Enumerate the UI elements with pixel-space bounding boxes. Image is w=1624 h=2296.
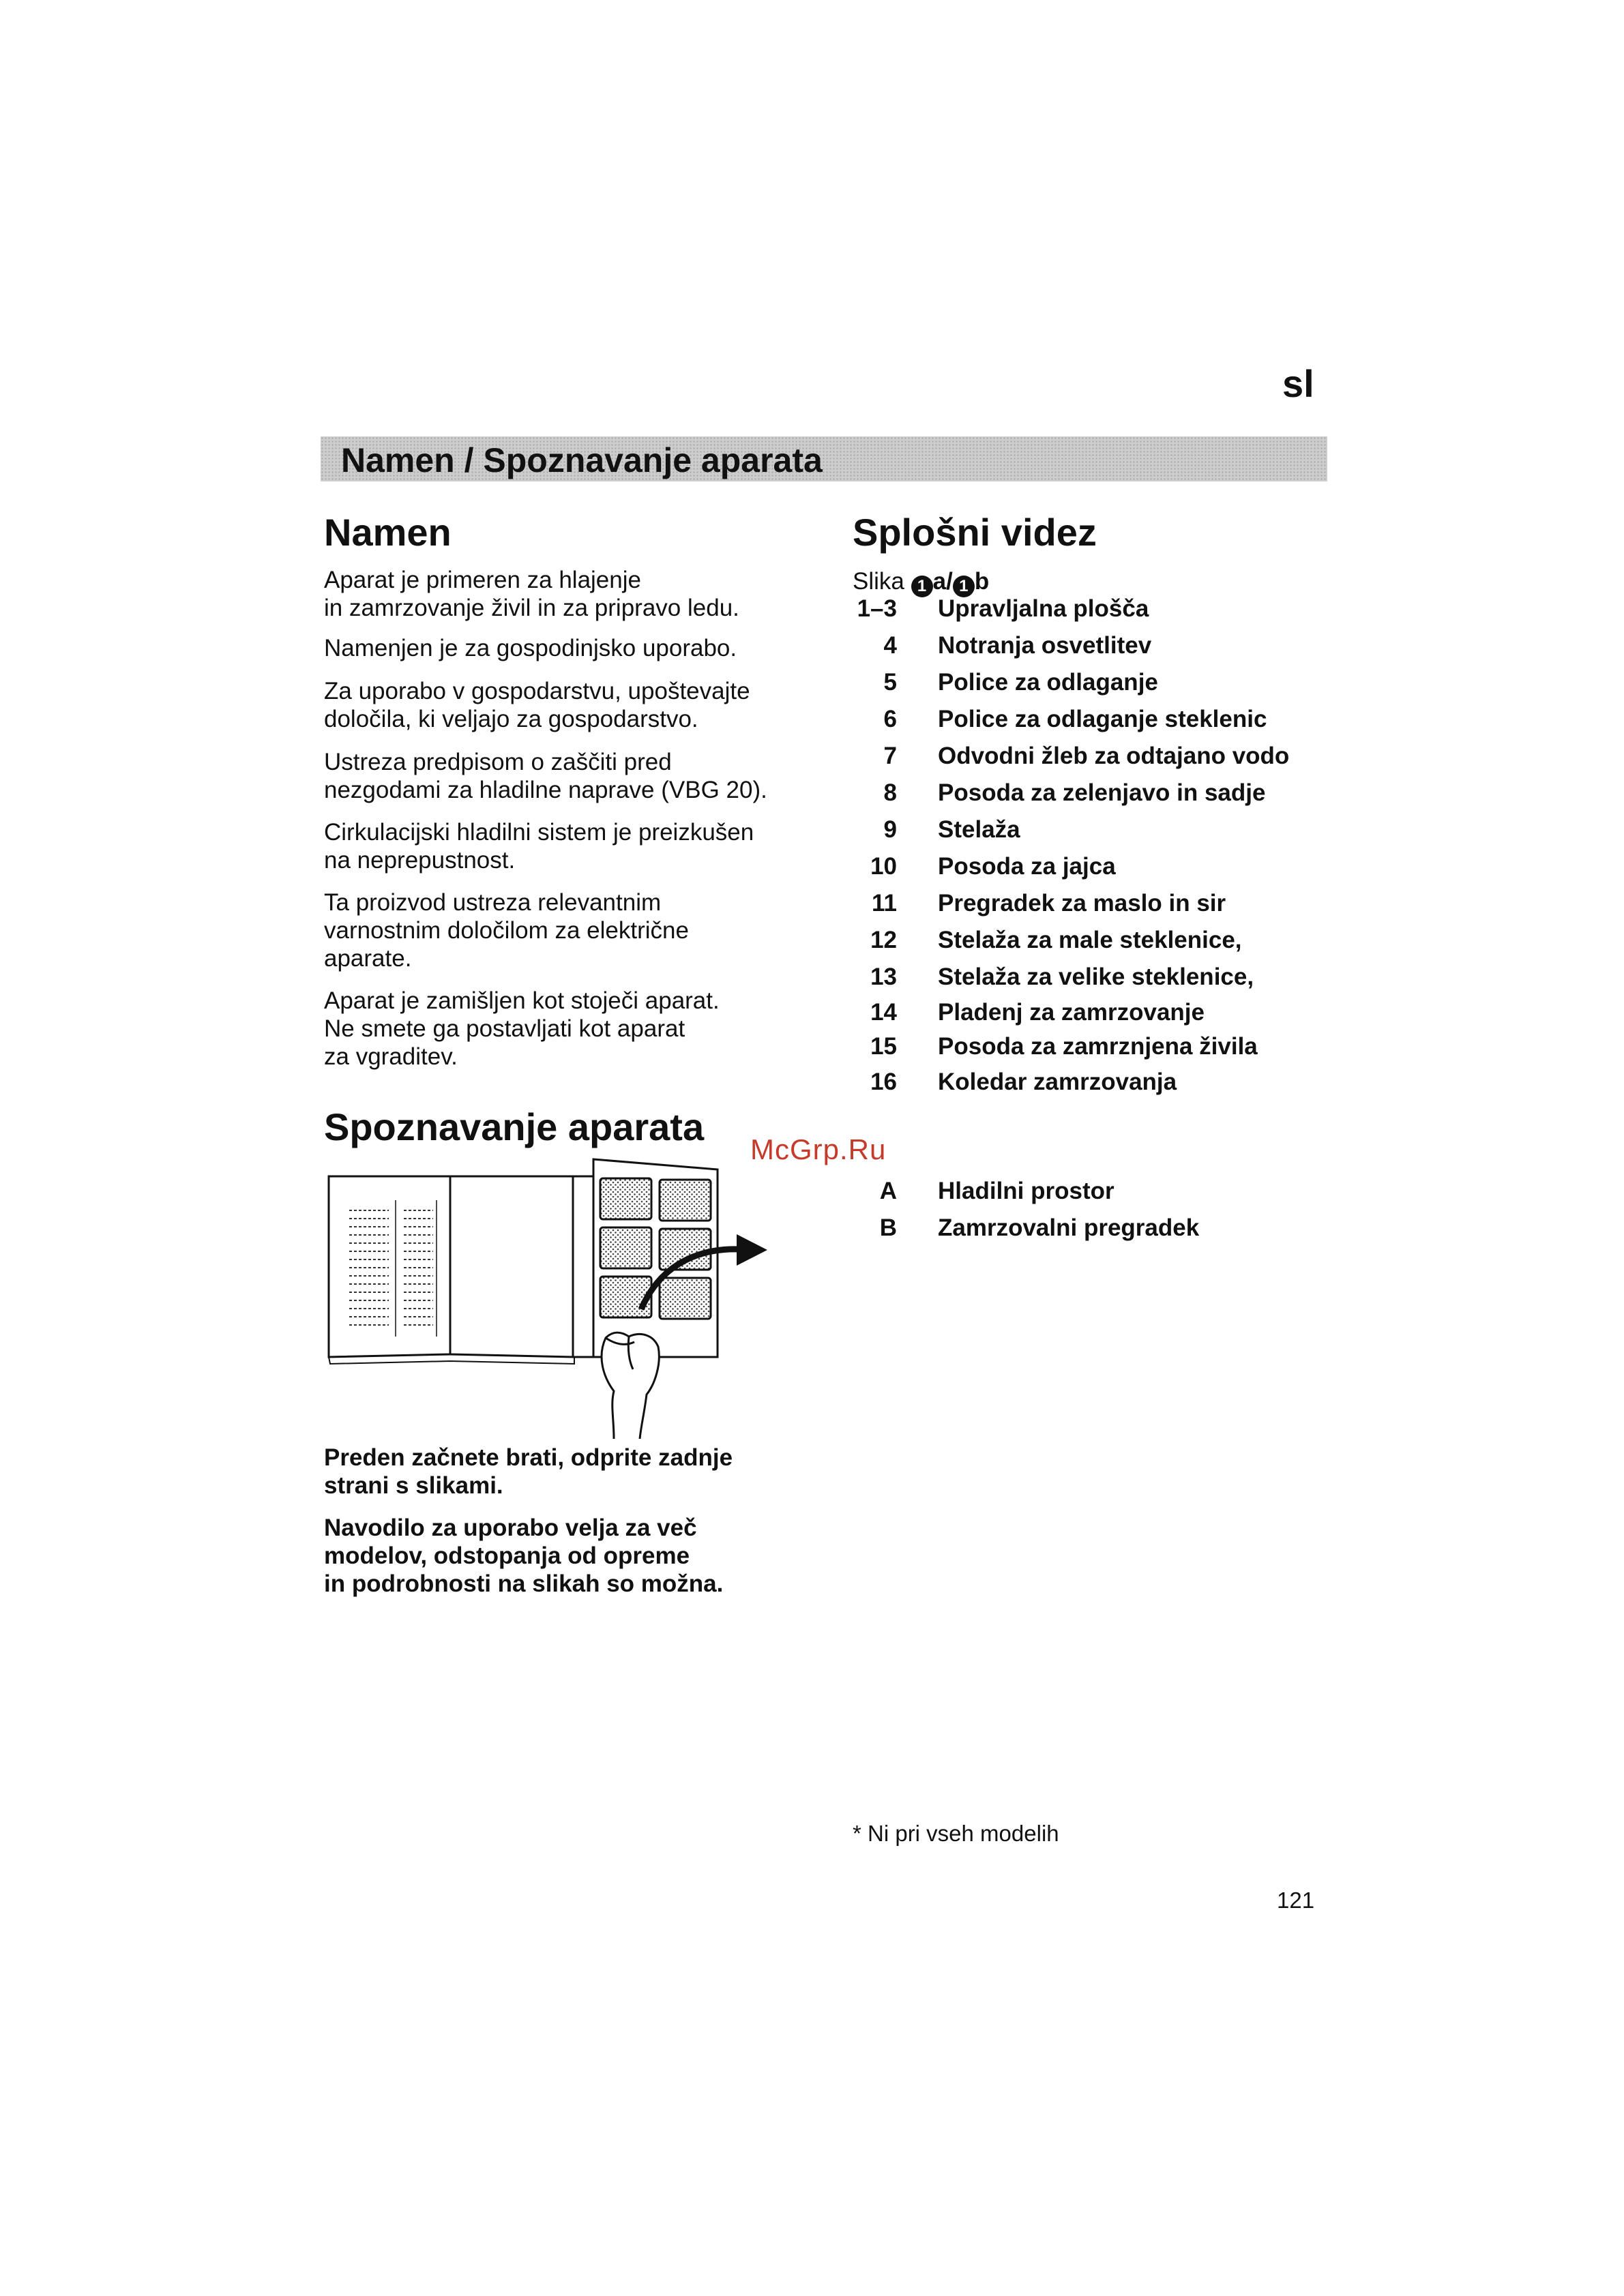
item-number: 10 (870, 853, 897, 880)
figure-label: Slika (853, 568, 904, 595)
text-line: Ustreza predpisom o zaščiti pred (324, 749, 672, 775)
footnote: * Ni pri vseh modelih (853, 1821, 1059, 1846)
spoznavanje-heading: Spoznavanje aparata (324, 1105, 705, 1148)
item-number: 14 (870, 999, 897, 1026)
item-number: 16 (870, 1069, 897, 1095)
item-label (938, 1033, 1258, 1060)
item-label (938, 999, 1205, 1026)
item-label: Posoda za zelenjavo in sadje (938, 779, 1266, 806)
namen-paragraph (324, 677, 801, 733)
text-line: in podrobnosti na slikah so možna. (324, 1570, 724, 1597)
instruction-paragraph (324, 1514, 801, 1598)
item-number: 11 (872, 890, 897, 916)
item-number: 4 (883, 632, 897, 659)
instruction-paragraph (324, 1444, 801, 1500)
figure-b: b (974, 568, 990, 595)
text-line: Posoda za zamrznjena živila (938, 1033, 1258, 1060)
language-code: sl (1282, 362, 1314, 405)
item-label: Odvodni žleb za odtajano vodo (938, 743, 1290, 769)
text-line: Ne smete ga postavljati kot aparat (324, 1015, 685, 1042)
list-item (853, 707, 1330, 732)
text-line: Navodilo za uporabo velja za več (324, 1515, 697, 1541)
hand-icon (602, 1332, 659, 1439)
list-item (853, 928, 1330, 953)
item-number: 13 (870, 964, 897, 990)
text-line: določila, ki veljajo za gospodarstvo. (324, 706, 698, 732)
item-number: 1–3 (857, 595, 897, 622)
list-item (853, 818, 1330, 842)
item-label: Pregradek za maslo in sir (938, 890, 1226, 916)
list-item (853, 633, 1330, 658)
item-label: Stelaža (938, 816, 1020, 843)
text-line: Pladenj za zamrzovanje (938, 999, 1205, 1026)
namen-paragraph (324, 987, 801, 1071)
list-item (853, 597, 1330, 621)
text-line: Preden začnete brati, odprite zadnje (324, 1444, 733, 1471)
namen-paragraph (324, 634, 801, 662)
text-line: Ta proizvod ustreza relevantnim (324, 889, 662, 916)
watermark: McGrp.Ru (750, 1133, 887, 1165)
item-label: Upravljalna plošča (938, 595, 1149, 622)
section-banner (321, 436, 1327, 481)
section-letter: A (879, 1178, 897, 1204)
list-item (853, 781, 1330, 805)
figure-reference (853, 568, 989, 597)
item-number: 12 (870, 927, 897, 953)
item-number: 15 (870, 1033, 897, 1060)
item-number: 8 (883, 779, 897, 806)
item-label: Stelaža za male steklenice, (938, 927, 1242, 953)
text-line: Aparat je zamišljen kot stoječi aparat. (324, 987, 720, 1014)
list-item (853, 965, 1330, 989)
list-item (853, 891, 1330, 916)
list-item (853, 999, 1330, 1026)
section-letter: B (879, 1214, 897, 1241)
manual-illustration (321, 1152, 784, 1439)
text-line: za vgraditev. (324, 1043, 458, 1070)
namen-heading: Namen (324, 511, 452, 554)
section-label: Hladilni prostor (938, 1178, 1114, 1204)
item-label: Notranja osvetlitev (938, 632, 1152, 659)
text-line: modelov, odstopanja od opreme (324, 1542, 690, 1569)
namen-paragraph (324, 818, 801, 874)
text-line: na neprepustnost. (324, 847, 516, 874)
list-item (853, 670, 1330, 695)
text-line: nezgodami za hladilne naprave (VBG 20). (324, 777, 767, 803)
item-number: 9 (883, 816, 897, 843)
text-line: Namenjen je za gospodinjsko uporabo. (324, 635, 737, 661)
item-label: Police za odlaganje steklenic (938, 706, 1267, 732)
section-label: Zamrzovalni pregradek (938, 1214, 1200, 1241)
parts-list (853, 597, 1330, 1253)
figure-number-badge: 1 (911, 576, 933, 597)
banner-title: Namen / Spoznavanje aparata (341, 441, 823, 479)
page-number: 121 (1277, 1888, 1315, 1913)
list-item (853, 854, 1330, 879)
item-label: Stelaža za velike steklenice, (938, 964, 1254, 990)
text-line: aparate. (324, 945, 412, 972)
text-line: Za uporabo v gospodarstvu, upoštevajte (324, 678, 750, 704)
figure-a: a/ (932, 568, 953, 595)
splosni-heading: Splošni videz (853, 511, 1097, 554)
list-item (853, 1070, 1330, 1094)
text-line: strani s slikami. (324, 1472, 503, 1499)
list-item (853, 1033, 1330, 1060)
item-number: 5 (883, 669, 897, 696)
text-line: Aparat je primeren za hlajenje (324, 567, 641, 593)
list-item (853, 744, 1330, 769)
text-line: in zamrzovanje živil in za pripravo ledu. (324, 595, 739, 621)
item-number: 7 (883, 743, 897, 769)
namen-paragraph (324, 566, 801, 622)
section-item (853, 1179, 1330, 1204)
figure-number-badge: 1 (953, 576, 975, 597)
item-label: Koledar zamrzovanja (938, 1069, 1177, 1095)
section-item (853, 1216, 1330, 1240)
open-manual (329, 1176, 593, 1364)
foldout-figure-page (593, 1159, 718, 1357)
namen-paragraph (324, 748, 801, 804)
namen-paragraph (324, 889, 801, 972)
text-line: Cirkulacijski hladilni sistem je preizkušen (324, 819, 754, 846)
item-number: 6 (883, 706, 897, 732)
item-label: Posoda za jajca (938, 853, 1116, 880)
item-label: Police za odlaganje (938, 669, 1158, 696)
text-line: varnostnim določilom za električne (324, 917, 689, 944)
